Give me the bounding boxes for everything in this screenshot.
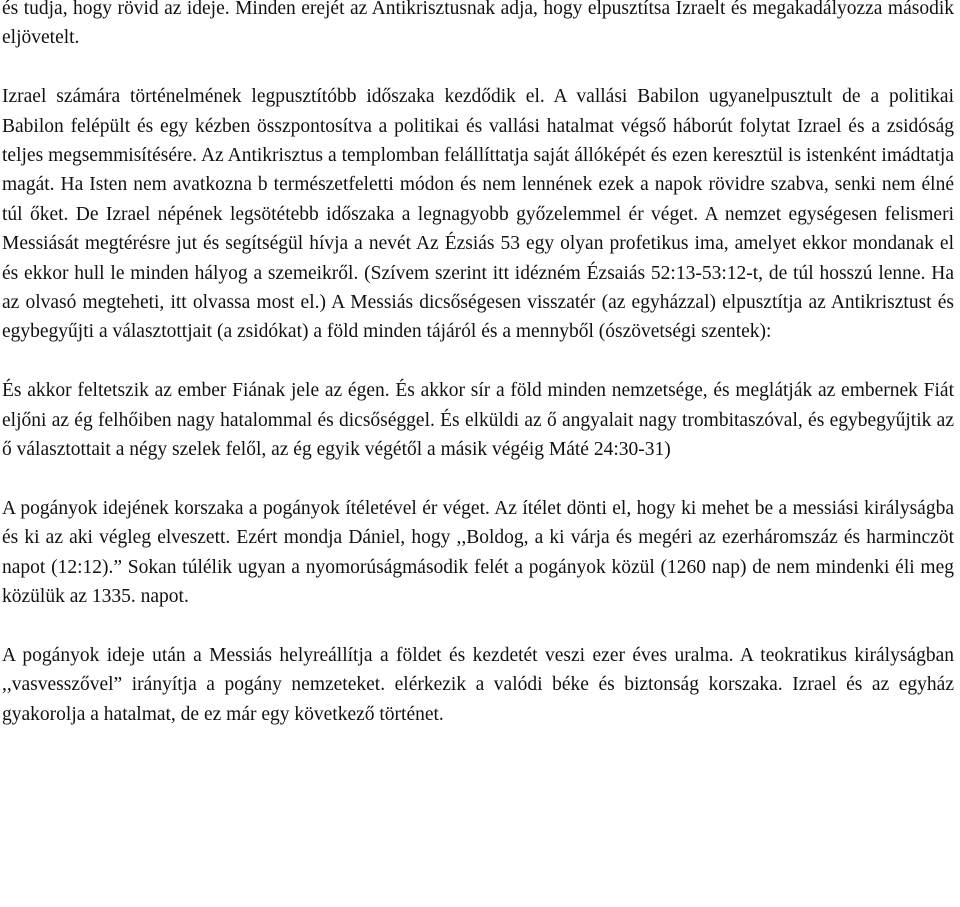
paragraph-4: A pogányok idejének korszaka a pogányok ítéletével ér véget. Az ítélet dönti el, hogy ki mehet be a messiási királyságba és ki az aki végleg elveszett. Ezért mondja Dániel, hogy ,,Boldog, a ki várja és megéri az ezerháromszáz és harminczöt napot (12:12).” Sokan túlélik ugyan a nyomorúságmásodik felét a pogányok közül (1260 nap) de nem mindenki éli meg közülük az 1335. napot. — [2, 497, 954, 608]
paragraph-2: Izrael számára történelmének legpusztítóbb időszaka kezdődik el. A vallási Babilon ugyanelpusztult de a politikai Babilon felépült és egy kézben összpontosítva a politikai és vallási hatalmat végső háborút folytat Izrael és a zsidóság teljes megsemmisítésére. Az Antikrisztus a templomban felállíttatja saját állóképét és ezen keresztül is istenként imádtatja magát. Ha Isten nem avatkozna b természetfeletti módon és nem lennének ezek a napok rövidre szabva, senki nem élné túl őket. De Izrael népének legsötétebb időszaka a legnagyobb győzelemmel ér véget. A nemzet egységesen felismeri Messiását megtérésre jut és segítségül hívja a nevét Az Ézsiás 53 egy olyan profetikus ima, amelyet ekkor mondanak el és ekkor hull le minden hályog a szemeikről. (Szívem szerint itt idézném Ézsaiás 52:13-53:12-t, de túl hosszú lenne. Ha az olvasó megteheti, itt olvassa most el.) A Messiás dicsőségesen visszatér (az egyházzal) elpusztítja az Antikrisztust és egybegyűjti a választottjait (a zsidókat) a föld minden tájáról és a mennyből (ószövetségi szentek): — [2, 86, 954, 343]
paragraph-5: A pogányok ideje után a Messiás helyreállítja a földet és kezdetét veszi ezer éves uralma. A teokratikus királyságban ,,vasvesszővel” irányítja a pogány nemzeteket. elérkezik a valódi béke és biztonság korszaka. Izrael és az egyház gyakorolja a hatalmat, de ez már egy következő történet. — [2, 644, 954, 725]
paragraph-3: És akkor feltetszik az ember Fiának jele az égen. És akkor sír a föld minden nemzetsége, és meglátják az embernek Fiát eljőni az ég felhőiben nagy hatalommal és dicsőséggel. És elküldi az ő angyalait nagy trombitaszóval, és egybegyűjtik az ő választottait a négy szelek felől, az ég egyik végétől a másik végéig Máté 24:30-31) — [2, 380, 954, 461]
paragraph-1: és tudja, hogy rövid az ideje. Minden erejét az Antikrisztusnak adja, hogy elpusztítsa Izraelt és megakadályozza második eljövetelt. — [2, 0, 954, 49]
